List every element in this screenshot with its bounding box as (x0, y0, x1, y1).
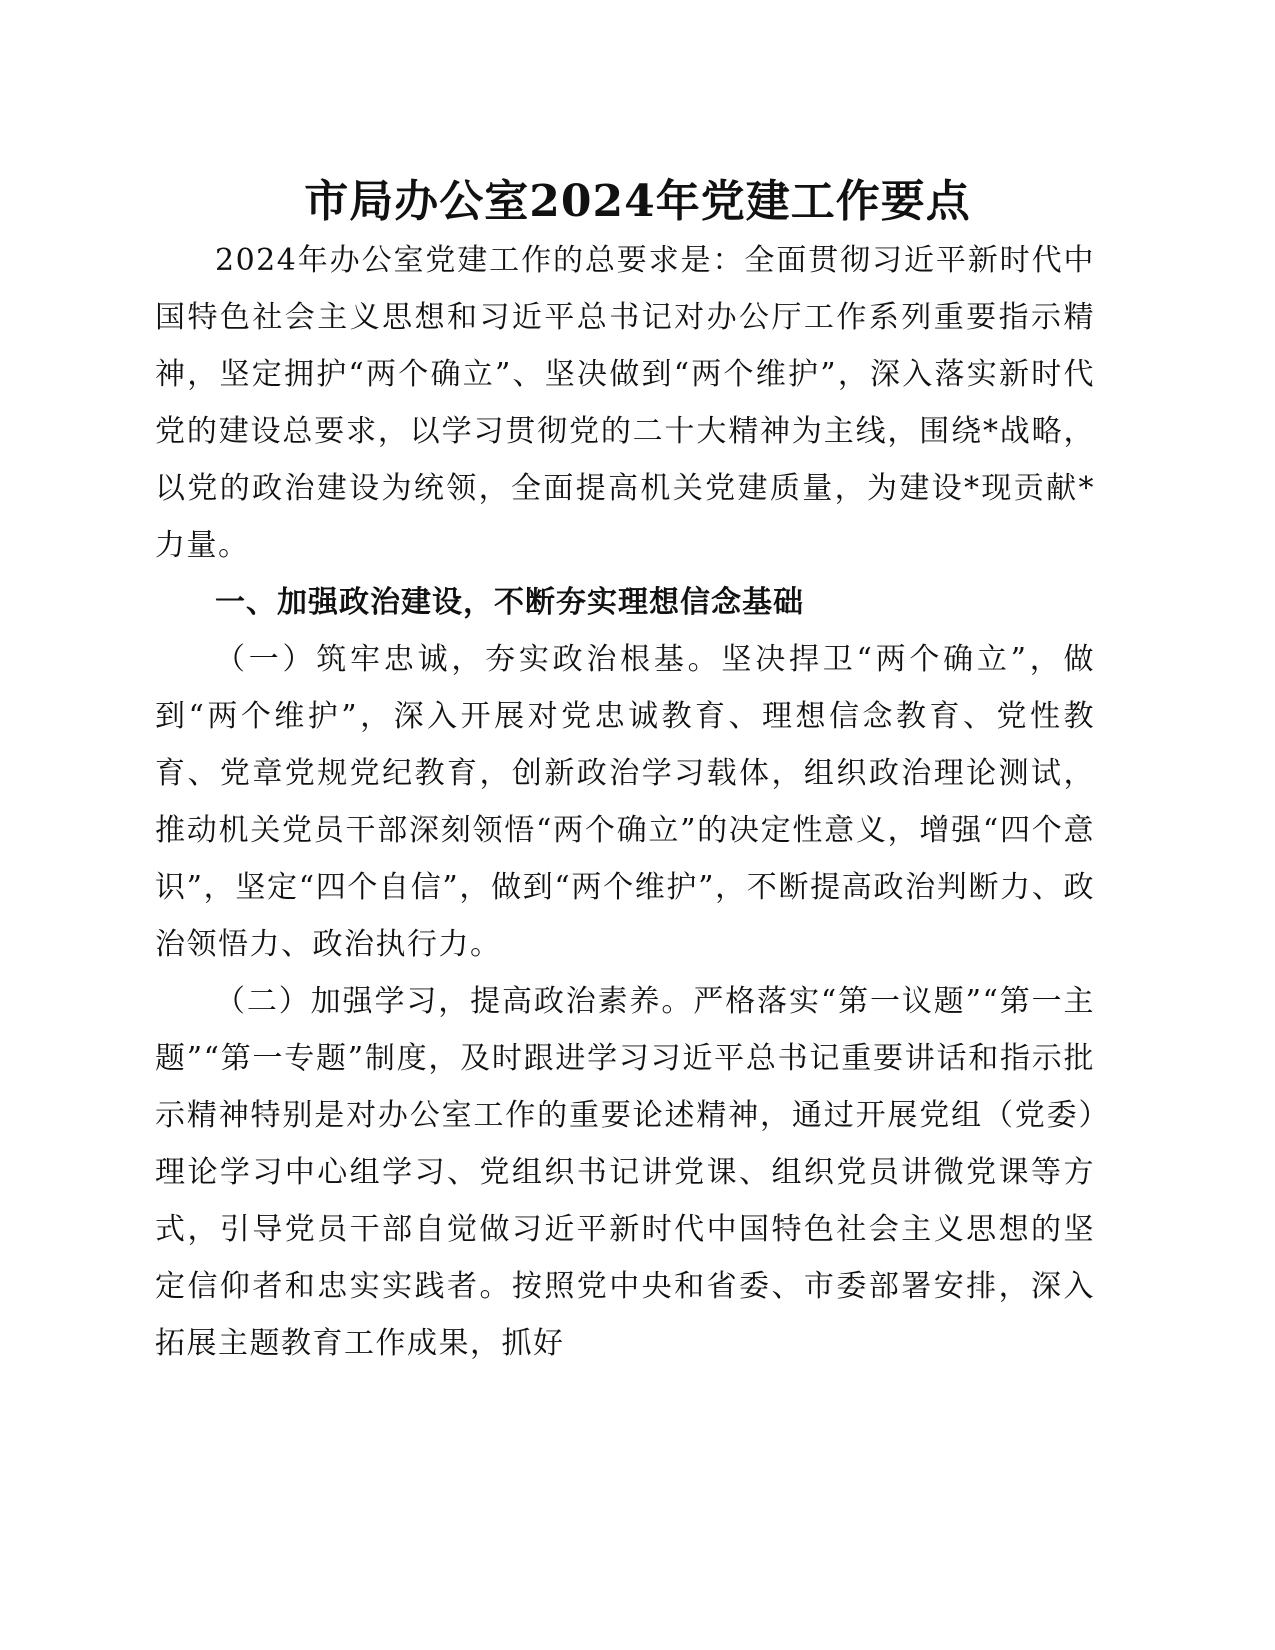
subsection-paragraph-1: （一）筑牢忠诚，夯实政治根基。坚决捍卫“两个确立”，做到“两个维护”，深入开展对党忠诚教育、理想信念教育、党性教育、党章党规党纪教育，创新政治学习载体，组织政治理论测试，推动机关党员干部深刻领悟“两个确立”的决定性意义，增强“四个意识”，坚定“四个自信”，做到“两个维护”，不断提高政治判断力、政治领悟力、政治执行力。 (155, 642, 1095, 962)
document-title: 市局办公室2024年党建工作要点 (304, 176, 971, 227)
subsection-paragraph-2: （二）加强学习，提高政治素养。严格落实“第一议题”“第一主题”“第一专题”制度，及时跟进学习习近平总书记重要讲话和指示批示精神特别是对办公室工作的重要论述精神，通过开展党组（党委）理论学习中心组学习、党组织书记讲党课、组织党员讲微党课等方式，引导党员干部自觉做习近平新时代中国特色社会主义思想的坚定信仰者和忠实实践者。按照党中央和省委、市委部署安排，深入拓展主题教育工作成果，抓好 (155, 984, 1095, 1361)
document-body (155, 232, 1095, 1372)
intro-paragraph: 2024年办公室党建工作的总要求是：全面贯彻习近平新时代中国特色社会主义思想和习近平总书记对办公厅工作系列重要指示精神，坚定拥护“两个确立”、坚决做到“两个维护”，深入落实新时代党的建设总要求，以学习贯彻党的二十大精神为主线，围绕*战略，以党的政治建设为统领，全面提高机关党建质量，为建设*现贡献*力量。 (155, 243, 1095, 563)
section-heading-1: 一、加强政治建设，不断夯实理想信念基础 (215, 585, 804, 620)
